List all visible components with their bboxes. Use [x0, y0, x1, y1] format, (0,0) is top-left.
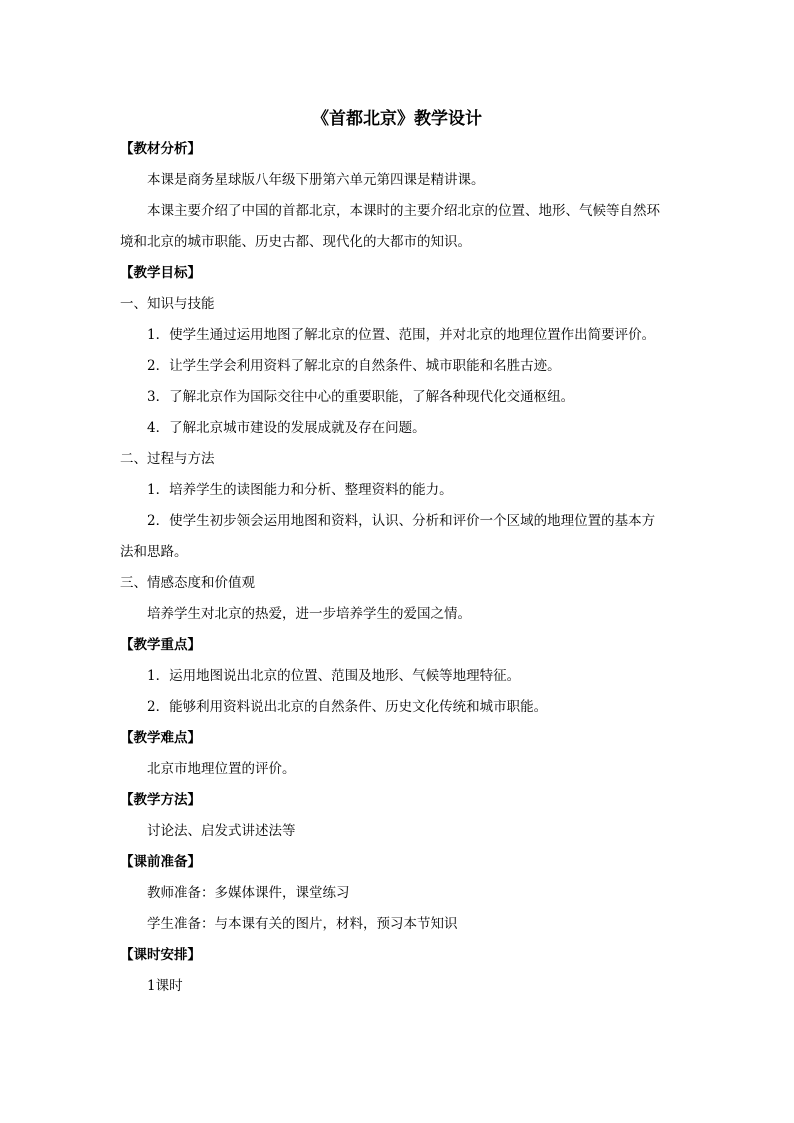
- section-heading-schedule: 【课时安排】: [120, 947, 201, 963]
- objectives-subheading-attitude: 三、情感态度和价值观: [120, 575, 255, 591]
- preparation-teacher: 教师准备：多媒体课件，课堂练习: [147, 885, 350, 901]
- objective-knowledge-item: 2．让学生学会利用资料了解北京的自然条件、城市职能和名胜古迹。: [147, 358, 561, 374]
- section-heading-key-points: 【教学重点】: [120, 637, 201, 653]
- analysis-paragraph-2-line-2: 境和北京的城市职能、历史古都、现代化的大都市的知识。: [120, 234, 471, 250]
- key-point-item: 1．运用地图说出北京的位置、范围及地形、气候等地理特征。: [147, 668, 521, 684]
- section-heading-difficulty: 【教学难点】: [120, 730, 201, 746]
- objective-process-item: 1．培养学生的读图能力和分析、整理资料的能力。: [147, 482, 453, 498]
- objectives-subheading-process: 二、过程与方法: [120, 451, 215, 467]
- section-heading-objectives: 【教学目标】: [120, 265, 201, 281]
- schedule-text: 1课时: [147, 978, 183, 994]
- analysis-paragraph-2-line-1: 本课主要介绍了中国的首都北京，本课时的主要介绍北京的位置、地形、气候等自然环: [147, 203, 660, 219]
- section-heading-methods: 【教学方法】: [120, 792, 201, 808]
- objective-knowledge-item: 1．使学生通过运用地图了解北京的位置、范围，并对北京的地理位置作出简要评价。: [147, 327, 656, 343]
- objectives-subheading-knowledge: 一、知识与技能: [120, 296, 215, 312]
- section-heading-analysis: 【教材分析】: [120, 141, 201, 157]
- section-heading-preparation: 【课前准备】: [120, 854, 201, 870]
- objective-process-item-line-1: 2．使学生初步领会运用地图和资料，认识、分析和评价一个区域的地理位置的基本方: [147, 513, 656, 529]
- document-title: 《首都北京》教学设计: [312, 109, 482, 129]
- key-point-item: 2．能够利用资料说出北京的自然条件、历史文化传统和城市职能。: [147, 699, 548, 715]
- difficulty-text: 北京市地理位置的评价。: [147, 761, 296, 777]
- preparation-student: 学生准备：与本课有关的图片，材料，预习本节知识: [147, 916, 458, 932]
- objective-process-item-line-2: 法和思路。: [120, 544, 188, 560]
- objective-knowledge-item: 3．了解北京作为国际交往中心的重要职能，了解各种现代化交通枢纽。: [147, 389, 575, 405]
- objective-attitude-item: 培养学生对北京的热爱，进一步培养学生的爱国之情。: [147, 606, 471, 622]
- methods-text: 讨论法、启发式讲述法等: [147, 823, 296, 839]
- objective-knowledge-item: 4．了解北京城市建设的发展成就及存在问题。: [147, 420, 426, 436]
- analysis-paragraph-1: 本课是商务星球版八年级下册第六单元第四课是精讲课。: [147, 172, 485, 188]
